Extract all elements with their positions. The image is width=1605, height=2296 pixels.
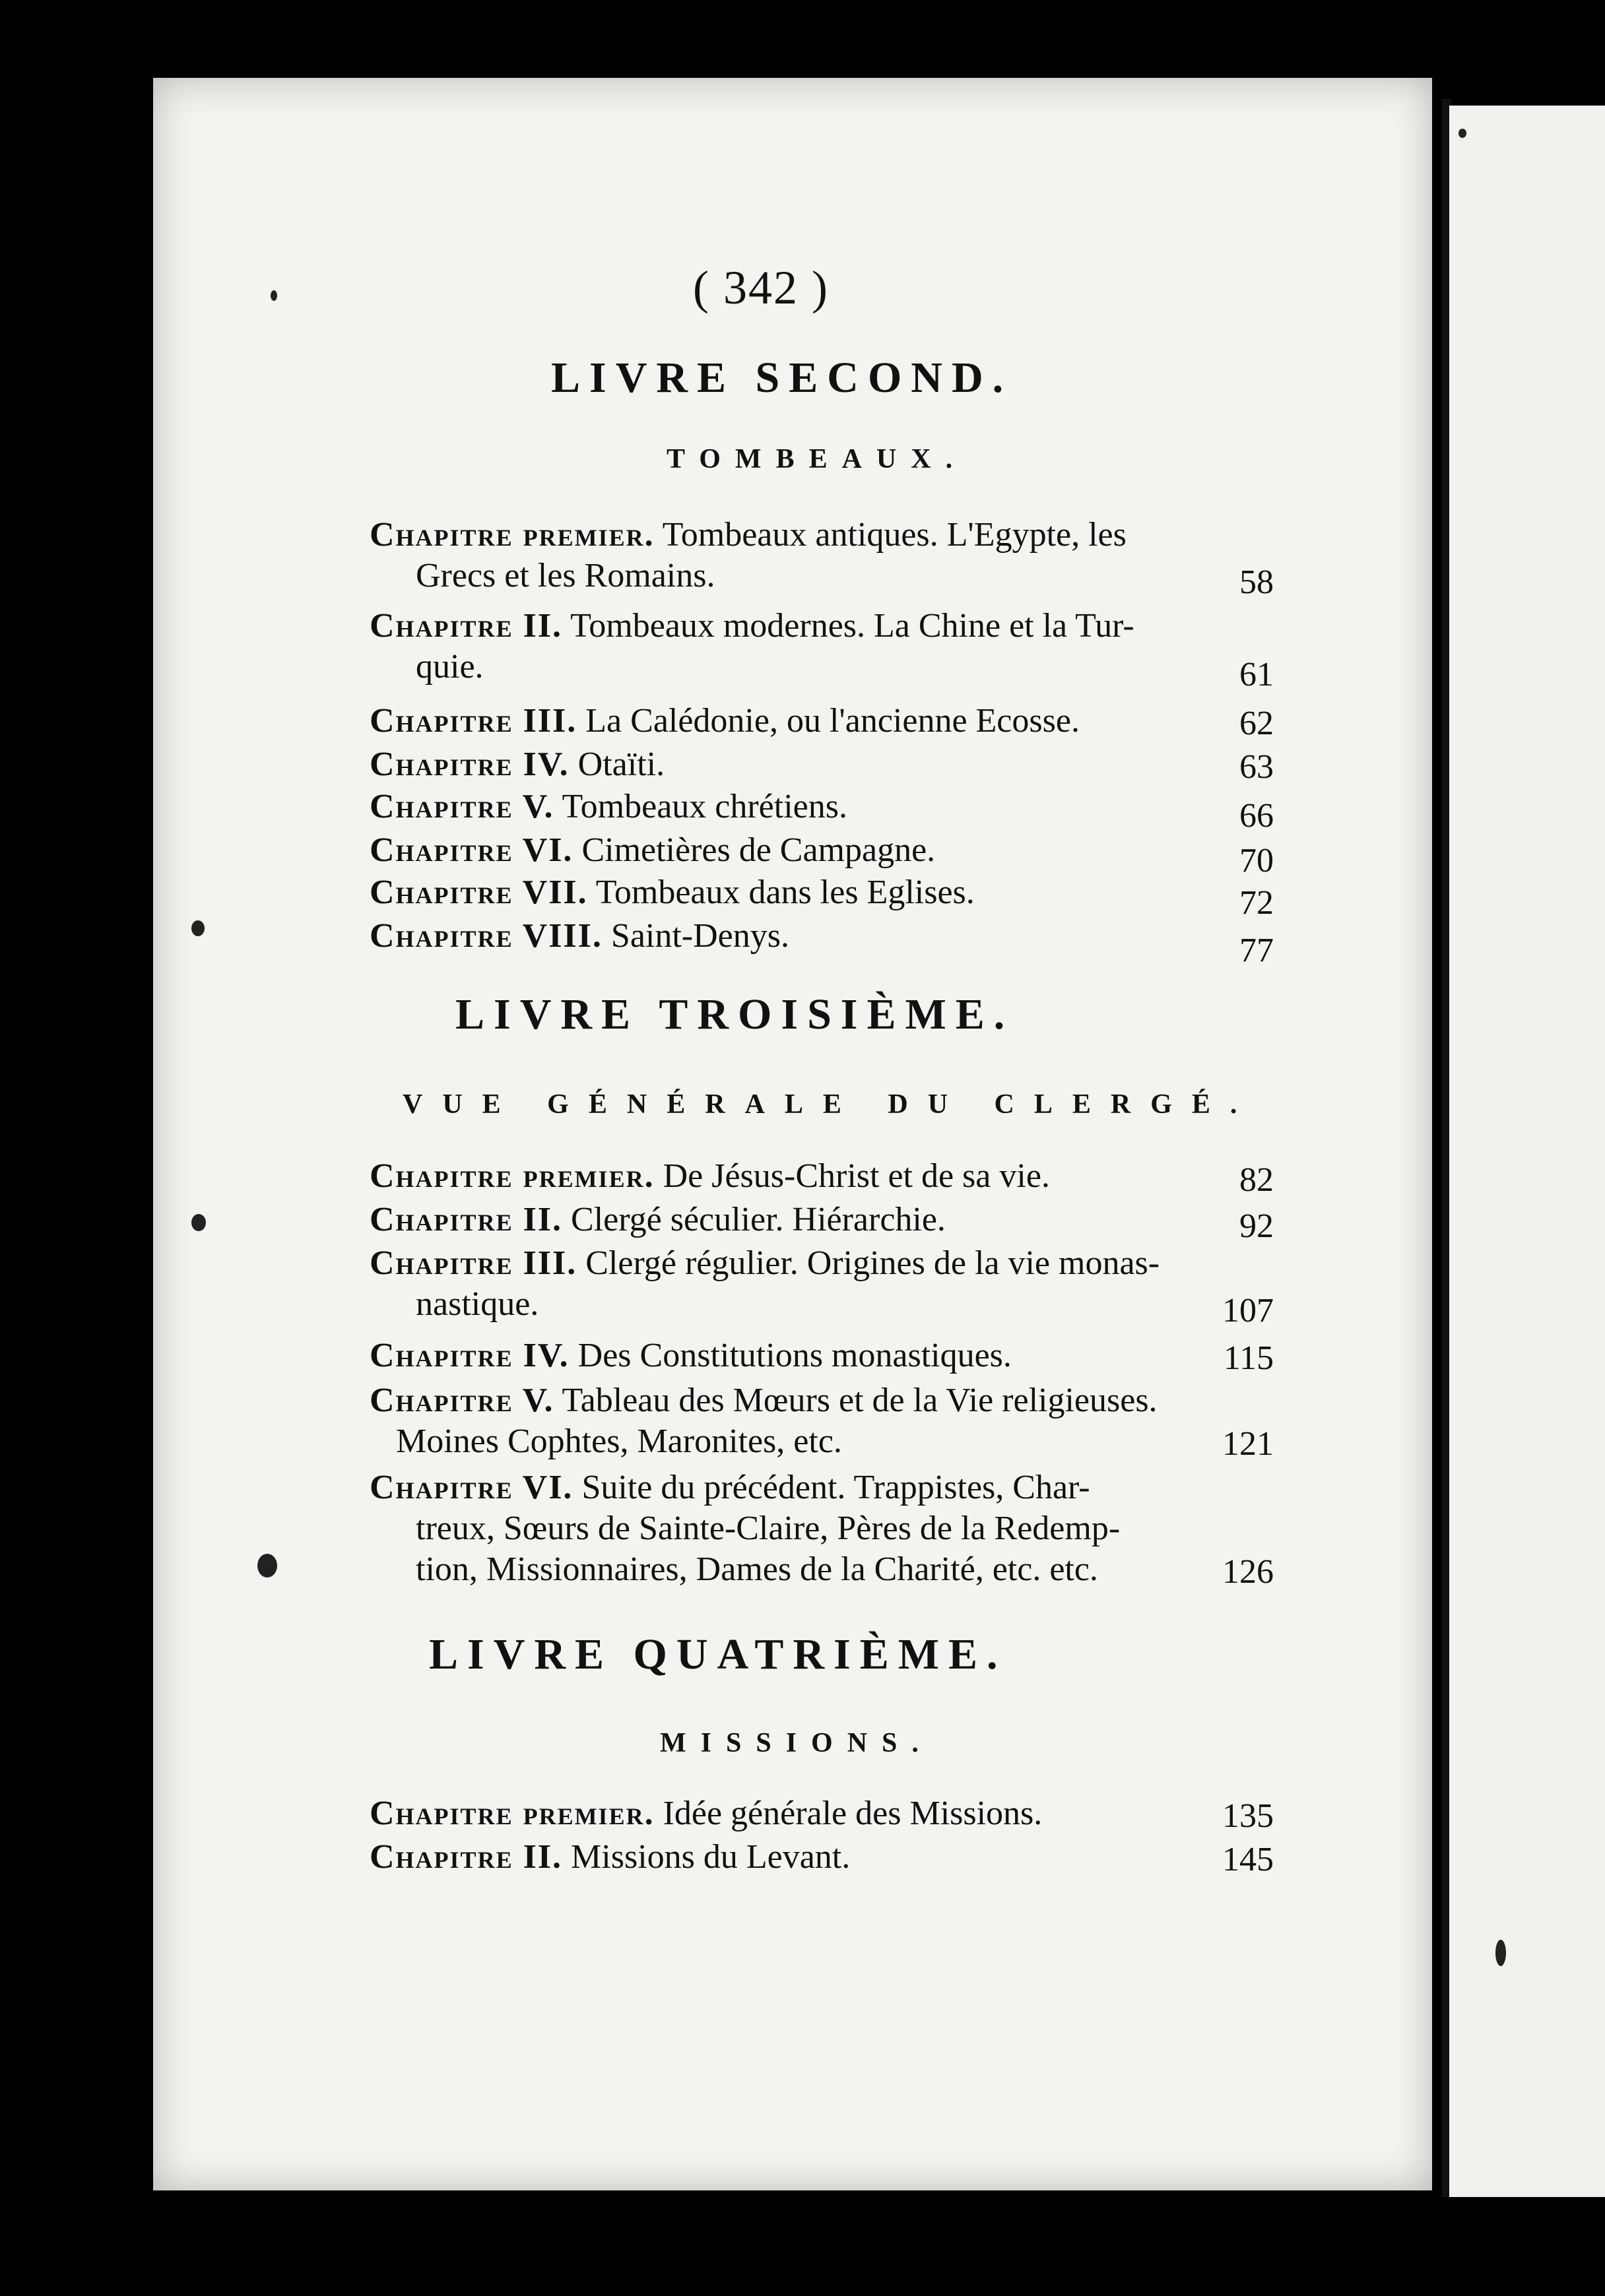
toc-entry [370, 830, 1274, 879]
chapter-title: Cimetières de Campagne. [581, 831, 936, 869]
toc-entry [370, 916, 1274, 969]
toc-entry [370, 701, 1274, 742]
page-ref: 58 [1239, 563, 1274, 601]
page-ref: 72 [1239, 884, 1274, 922]
toc-entry [370, 606, 1274, 693]
chapter-title: Idée générale des Missions. [663, 1795, 1043, 1832]
toc-entry [370, 744, 1274, 785]
chapter-label: Chapitre premier. [370, 516, 655, 554]
page-ref: 126 [1222, 1553, 1274, 1591]
page-ref: 121 [1222, 1425, 1274, 1463]
toc-entry [370, 786, 1274, 835]
chapter-title: Clergé séculier. Hiérarchie. [571, 1201, 946, 1238]
page-ref: 61 [1239, 656, 1274, 693]
chapter-title: Tombeaux chrétiens. [562, 788, 847, 825]
book-title-third: LIVRE TROISIÈME. [455, 990, 1014, 1038]
section-title-missions: MISSIONS. [660, 1728, 933, 1758]
chapter-label: Chapitre VII. [370, 874, 588, 911]
chapter-label: Chapitre VI. [370, 1469, 573, 1506]
section-title-clerge: VUE GÉNÉRALE DU CLERGÉ. [403, 1089, 1257, 1120]
chapter-title-cont: Grecs et les Romains. [416, 557, 715, 594]
chapter-title-cont: treux, Sœurs de Sainte-Claire, Pères de la Redemp- [416, 1510, 1121, 1547]
page-ref: 115 [1223, 1339, 1274, 1377]
chapter-title: Suite du précédent. Trappistes, Char- [581, 1469, 1090, 1506]
chapter-label: Chapitre II. [370, 607, 563, 645]
right-page-fragment [1449, 106, 1605, 2197]
toc-entry [370, 1156, 1274, 1197]
toc-entry [370, 1335, 1274, 1376]
chapter-title: Des Constitutions monastiques. [577, 1337, 1012, 1374]
chapter-label: Chapitre II. [370, 1838, 563, 1876]
book-title-fourth: LIVRE QUATRIÈME. [429, 1630, 1007, 1678]
page-ref: 135 [1222, 1797, 1274, 1835]
chapter-label: Chapitre II. [370, 1201, 563, 1238]
ink-mark [1495, 1940, 1506, 1966]
ink-mark [191, 920, 205, 936]
chapter-title: Tableau des Mœurs et de la Vie religieuses. [562, 1382, 1158, 1419]
chapter-title: La Calédonie, ou l'ancienne Ecosse. [585, 702, 1080, 740]
chapter-title: De Jésus-Christ et de sa vie. [663, 1157, 1050, 1195]
chapter-title: Saint-Denys. [610, 917, 789, 955]
chapter-label: Chapitre IV. [370, 746, 570, 783]
page-ref: 107 [1222, 1292, 1274, 1329]
toc-entry [370, 1243, 1274, 1329]
chapter-title-cont: Moines Cophtes, Maronites, etc. [396, 1422, 842, 1460]
page-ref: 66 [1239, 797, 1274, 835]
page-ref: 70 [1239, 842, 1274, 879]
page-ref: 63 [1239, 748, 1274, 786]
chapter-label: Chapitre III. [370, 1244, 577, 1282]
ink-spot [1458, 129, 1466, 138]
chapter-label: Chapitre V. [370, 1382, 554, 1419]
section-title-tombeaux: TOMBEAUX. [667, 444, 967, 474]
chapter-title: Tombeaux dans les Eglises. [595, 874, 975, 911]
chapter-label: Chapitre III. [370, 702, 577, 740]
chapter-label: Chapitre IV. [370, 1337, 570, 1374]
chapter-title: Clergé régulier. Origines de la vie monas- [585, 1244, 1160, 1282]
page-ref: 82 [1239, 1161, 1274, 1199]
chapter-title-cont: tion, Missionnaires, Dames de la Charité, etc. etc. [416, 1550, 1098, 1588]
toc-entry [370, 1199, 1274, 1245]
page-ref: 92 [1239, 1207, 1274, 1245]
chapter-label: Chapitre premier. [370, 1795, 655, 1832]
toc-entry [370, 872, 1274, 922]
ink-mark [257, 1554, 277, 1578]
chapter-title-cont: nastique. [416, 1285, 539, 1323]
chapter-title: Tombeaux antiques. L'Egypte, les [662, 516, 1127, 554]
page-ref: 145 [1222, 1841, 1274, 1878]
chapter-title: Tombeaux modernes. La Chine et la Tur- [570, 607, 1134, 645]
page-ref: 77 [1239, 932, 1274, 969]
chapter-label: Chapitre VIII. [370, 917, 603, 955]
page-ref: 62 [1239, 705, 1274, 742]
chapter-title: Missions du Levant. [571, 1838, 851, 1876]
toc-entry [370, 1793, 1274, 1834]
page-number: ( 342 ) [693, 261, 829, 314]
ink-mark [271, 290, 277, 301]
chapter-label: Chapitre premier. [370, 1157, 655, 1195]
ink-mark [191, 1214, 206, 1231]
chapter-title: Otaïti. [577, 746, 665, 783]
chapter-label: Chapitre V. [370, 788, 554, 825]
toc-entry [370, 515, 1274, 601]
toc-entry [370, 1467, 1274, 1590]
book-title-second: LIVRE SECOND. [551, 354, 1013, 402]
toc-entry [370, 1380, 1274, 1462]
toc-entry [370, 1837, 1274, 1878]
chapter-label: Chapitre VI. [370, 831, 573, 869]
chapter-title-cont: quie. [416, 648, 484, 686]
